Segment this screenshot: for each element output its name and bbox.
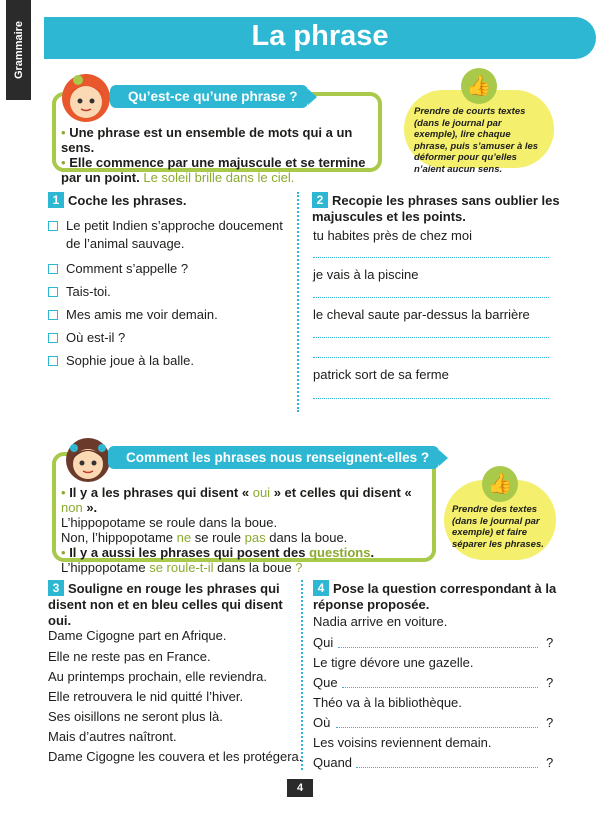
page-number: 4 <box>287 779 313 797</box>
exercise-3-title: 3 Souligne en rouge les phrases qui disent non et en bleu celles qui disent oui. <box>48 581 283 628</box>
exercise-3-item[interactable]: Elle ne reste pas en France. <box>48 649 211 664</box>
lesson-2-example-2: Non, l’hippopotame ne se roule pas dans la boue. <box>61 530 348 545</box>
exercise-1-item: Mes amis me voir demain. <box>66 307 218 322</box>
answer-line[interactable] <box>313 297 549 298</box>
exercise-1-number: 1 <box>48 192 64 208</box>
answer-line[interactable] <box>342 687 538 688</box>
column-separator <box>297 192 299 412</box>
exercise-3-item[interactable]: Dame Cigogne part en Afrique. <box>48 628 227 643</box>
lesson-1-text: • Une phrase est un ensemble de mots qui a un sens. • Elle commence par une majuscule et se termine par un point. Le soleil brille dans le ciel. <box>61 125 366 185</box>
exercise-1-item: Sophie joue à la balle. <box>66 353 194 368</box>
section-tab <box>6 0 31 100</box>
lesson-1-bullet-2: Elle commence par une majuscule et se termine par un point. <box>61 155 366 185</box>
checkbox-6[interactable] <box>48 356 58 366</box>
checkbox-5[interactable] <box>48 333 58 343</box>
question-word: Où <box>313 715 331 730</box>
exercise-1-item: Où est-il ? <box>66 330 126 345</box>
exercise-1-item: de l’animal sauvage. <box>66 236 185 251</box>
tip-bubble-1 <box>404 75 554 175</box>
exercise-4-statement: Théo va à la bibliothèque. <box>313 695 462 710</box>
section-tab-label: Grammaire <box>12 20 25 80</box>
question-mark: ? <box>546 715 554 730</box>
exercise-1-item: Tais-toi. <box>66 284 111 299</box>
tip-bubble-2 <box>444 473 556 560</box>
girl-avatar-icon <box>62 432 114 486</box>
question-mark: ? <box>546 675 554 690</box>
girl-avatar-icon <box>58 70 114 124</box>
title-banner <box>44 17 596 59</box>
tip-1-text: Prendre de courts textes (dans le journal par exemple), lire chaque phrase, puis s’amuser à les déformer pour qu’elles n’aient aucun sens. <box>414 106 539 175</box>
checkbox-4[interactable] <box>48 310 58 320</box>
answer-line[interactable] <box>313 337 549 338</box>
lesson-2-text: • Il y a les phrases qui disent « oui » et celles qui disent « non ». L’hippopotame se roule dans la boue. Non, l’hippopotame ne se roule pas dans la boue. • Il y a aussi les phrases qui posent des questions. L’hippopotame se roule-t-il dans la boue ? <box>61 485 431 575</box>
question-word: Quand <box>313 755 353 770</box>
answer-line[interactable] <box>356 767 538 768</box>
exercise-2-number: 2 <box>312 192 328 208</box>
exercise-4-statement: Nadia arrive en voiture. <box>313 614 448 629</box>
question-word: Qui <box>313 635 334 650</box>
answer-line[interactable] <box>313 357 549 358</box>
exercise-3-number: 3 <box>48 580 64 596</box>
exercise-4-statement: Le tigre dévore une gazelle. <box>313 655 474 670</box>
answer-line[interactable] <box>313 257 549 258</box>
exercise-1-title: 1 Coche les phrases. <box>48 192 187 209</box>
lesson-1-heading: Qu’est-ce qu’une phrase ? <box>110 85 308 108</box>
lesson-2-example-3: L’hippopotame se roule-t-il dans la boue ? <box>61 560 303 575</box>
answer-line[interactable] <box>338 647 538 648</box>
question-word: Que <box>313 675 338 690</box>
lesson-2-heading: Comment les phrases nous renseignent-elles ? <box>108 446 439 469</box>
lesson-2-example-1: L’hippopotame se roule dans la boue. <box>61 515 278 530</box>
lesson-1-example: Le soleil brille dans le ciel. <box>143 170 295 185</box>
page-title: La phrase <box>251 20 389 52</box>
answer-line[interactable] <box>313 398 549 399</box>
checkbox-2[interactable] <box>48 264 58 274</box>
exercise-2-item: le cheval saute par-dessus la barrière <box>313 307 530 322</box>
answer-line[interactable] <box>336 727 538 728</box>
thumbs-up-icon: 👍 <box>482 466 518 502</box>
exercise-4-title: 4 Pose la question correspondant à la réponse proposée. <box>313 581 557 612</box>
exercise-3-item[interactable]: Ses oisillons ne seront plus là. <box>48 709 223 724</box>
exercise-4-statement: Les voisins reviennent demain. <box>313 735 492 750</box>
exercise-2-title: 2 Recopie les phrases sans oublier les majuscules et les points. <box>312 193 560 224</box>
exercise-1-item: Comment s’appelle ? <box>66 261 189 276</box>
exercise-2-item: patrick sort de sa ferme <box>313 367 449 382</box>
checkbox-1[interactable] <box>48 221 58 231</box>
thumbs-up-icon: 👍 <box>461 68 497 104</box>
question-mark: ? <box>546 755 554 770</box>
tip-2-text: Prendre des textes (dans le journal par exemple) et faire séparer les phrases. <box>452 504 544 550</box>
checkbox-3[interactable] <box>48 287 58 297</box>
column-separator <box>301 580 303 770</box>
exercise-3-item[interactable]: Mais d’autres naîtront. <box>48 729 177 744</box>
exercise-4-number: 4 <box>313 580 329 596</box>
exercise-3-item[interactable]: Elle retrouvera le nid quitté l’hiver. <box>48 689 244 704</box>
lesson-1-bullet-1: Une phrase est un ensemble de mots qui a un sens. <box>61 125 353 155</box>
exercise-2-item: tu habites près de chez moi <box>313 228 472 243</box>
exercise-2-item: je vais à la piscine <box>313 267 419 282</box>
exercise-1-item: Le petit Indien s’approche doucement <box>66 218 283 233</box>
exercise-3-item[interactable]: Dame Cigogne les couvera et les protégera. <box>48 749 303 764</box>
exercise-3-item[interactable]: Au printemps prochain, elle reviendra. <box>48 669 267 684</box>
question-mark: ? <box>546 635 554 650</box>
